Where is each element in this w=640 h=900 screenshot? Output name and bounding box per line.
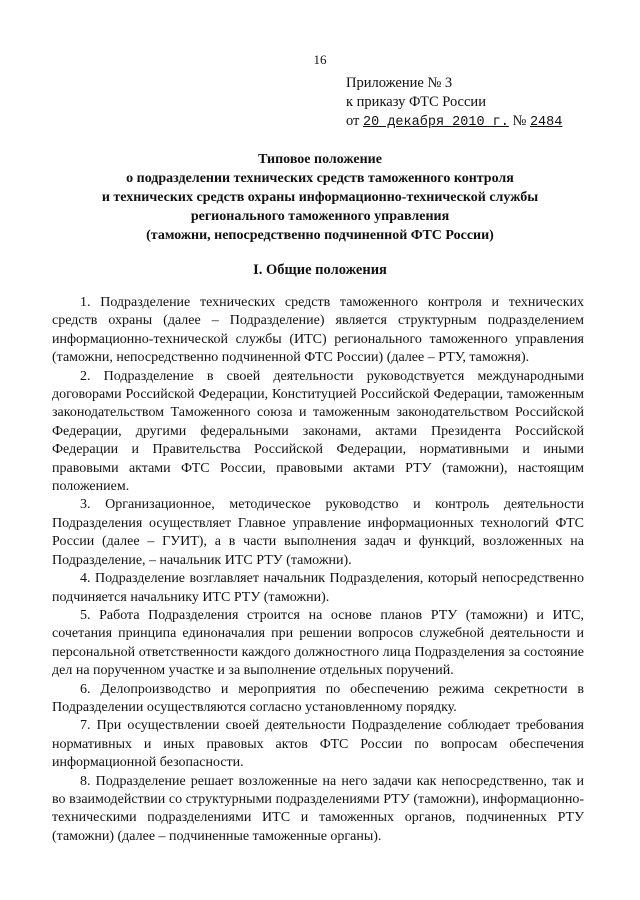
appendix-order-ref: к приказу ФТС России: [346, 94, 486, 110]
paragraph-1: 1. Подразделение технических средств таможенного контроля и технических средств охраны (далее – Подразделение) является структурным подразделением информационно-технической службы (ИТС) регионального таможенного управления (таможни, непосредственно подчиненной ФТС России) (далее – РТУ, таможня).: [52, 295, 584, 366]
number-sign: №: [512, 113, 527, 129]
paragraph-8: 8. Подразделение решает возложенные на него задачи как непосредственно, так и во взаимодействии со структурными подразделениями РТУ (таможни), информационно-техническими подразделениями ИТС и таможенных органов, подчиненных РТУ (таможни) (далее – подчиненные таможенные органы).: [52, 773, 584, 844]
document-title: [40, 150, 600, 245]
paragraph-6: 6. Делопроизводство и мероприятия по обеспечению режима секретности в Подразделении осуществляются согласно установленному порядку.: [52, 681, 584, 715]
appendix-title: Приложение № 3: [346, 75, 453, 91]
title-line: регионального таможенного управления: [190, 209, 450, 224]
title-line: Типовое положение: [258, 152, 382, 167]
order-number: 2484: [529, 115, 563, 130]
appendix-block: [346, 74, 562, 132]
title-line: (таможни, непосредственно подчиненной ФТС России): [146, 228, 494, 243]
page-number: 16: [313, 52, 327, 67]
paragraph-5: 5. Работа Подразделения строится на основе планов РТУ (таможни) и ИТС, сочетания принципа единоначалия при решении вопросов служебной деятельности и персональной ответственности каждого должностного лица Подразделения за состояние дел на порученном участке и за выполнение отдельных поручений.: [52, 607, 584, 679]
order-date: 20 декабря 2010 г.: [363, 115, 509, 130]
paragraph-4: 4. Подразделение возглавляет начальник Подразделения, который непосредственно подчиняется начальнику ИТС РТУ (таможни).: [52, 571, 584, 605]
title-line: о подразделении технических средств таможенного контроля: [126, 171, 514, 186]
section-heading: I. Общие положения: [253, 262, 387, 278]
paragraph-2: 2. Подразделение в своей деятельности руководствуется международными договорами Российской Федерации, Конституцией Российской Федерации, таможенным законодательством Таможенного союза и таможенным законодательством Российской Федерации, другими федеральными законами, актами Президента Российской Федерации и Правительства Российской Федерации, нормативными и иными правовыми актами ФТС России, правовыми актами РТУ (таможни), настоящим положением.: [52, 368, 584, 495]
appendix-date-line: [346, 112, 562, 132]
date-prefix: от: [346, 113, 360, 129]
paragraph-7: 7. При осуществлении своей деятельности Подразделение соблюдает требования нормативных и иных правовых актов ФТС России по вопросам обеспечения информационной безопасности.: [52, 718, 584, 771]
paragraph-3: 3. Организационное, методическое руководство и контроль деятельности Подразделения осуществляет Главное управление информационных технологий ФТС России (далее – ГУИТ), а в части выполнения задач и функций, возложенных на Подразделение, – начальник ИТС РТУ (таможни).: [52, 497, 584, 568]
title-line: и технических средств охраны информационно-технической службы: [101, 190, 539, 205]
section-body: [52, 294, 584, 846]
